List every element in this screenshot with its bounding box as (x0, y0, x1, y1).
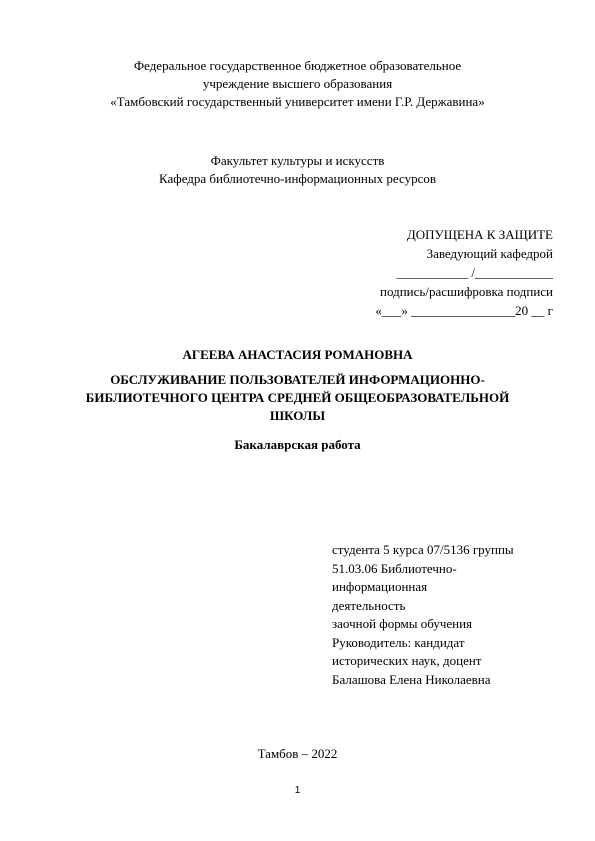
approval-heading: ДОПУЩЕНА К ЗАЩИТЕ (406, 227, 553, 242)
organization-line: «Тамбовский государственный университет имени Г.Р. Державина» (110, 94, 485, 109)
thesis-title-line: БИБЛИОТЕЧНОГО ЦЕНТРА СРЕДНЕЙ ОБЩЕОБРАЗОВАТЕЛЬНОЙ (85, 390, 510, 405)
thesis-title-line: ШКОЛЫ (269, 408, 326, 423)
work-type-text: Бакалаврская работа (234, 437, 361, 452)
organization-line: учреждение высшего образования (202, 76, 393, 91)
student-info-line: студента 5 курса 07/5136 группы (332, 542, 514, 557)
student-info-line: 51.03.06 Библиотечно- (332, 560, 457, 576)
signature-caption: подпись/расшифровка подписи (380, 284, 553, 299)
page-number-text: 1 (294, 785, 301, 796)
thesis-title (0, 371, 595, 425)
city-year (0, 745, 595, 763)
department-name: Кафедра библиотечно-информационных ресурсов (159, 171, 436, 186)
student-info-line: Руководитель: кандидат (332, 634, 465, 650)
student-info-line: информационная (332, 579, 428, 594)
student-info-line: исторических наук, доцент (332, 653, 482, 668)
page-number (0, 782, 595, 800)
author-name (0, 346, 595, 364)
author-name-text: АГЕЕВА АНАСТАСИЯ РОМАНОВНА (182, 347, 413, 362)
student-info-block (332, 541, 514, 689)
date-line: «___» ________________20 __ г (375, 303, 553, 318)
student-info-line: деятельность (332, 597, 406, 613)
faculty-block (0, 152, 595, 188)
approval-role: Заведующий кафедрой (426, 246, 553, 261)
student-info-line: заочной формы обучения (332, 616, 473, 631)
thesis-title-line: ОБСЛУЖИВАНИЕ ПОЛЬЗОВАТЕЛЕЙ ИНФОРМАЦИОННО- (110, 372, 485, 387)
student-info-line: Балашова Елена Николаевна (332, 671, 491, 687)
organization-line: Федеральное государственное бюджетное образовательное (133, 58, 462, 73)
organization-header (0, 57, 595, 111)
signature-line: ___________ /____________ (396, 265, 553, 280)
approval-block (375, 225, 553, 320)
faculty-name: Факультет культуры и искусств (210, 153, 385, 168)
city-year-text: Тамбов – 2022 (257, 746, 338, 761)
work-type (0, 436, 595, 454)
